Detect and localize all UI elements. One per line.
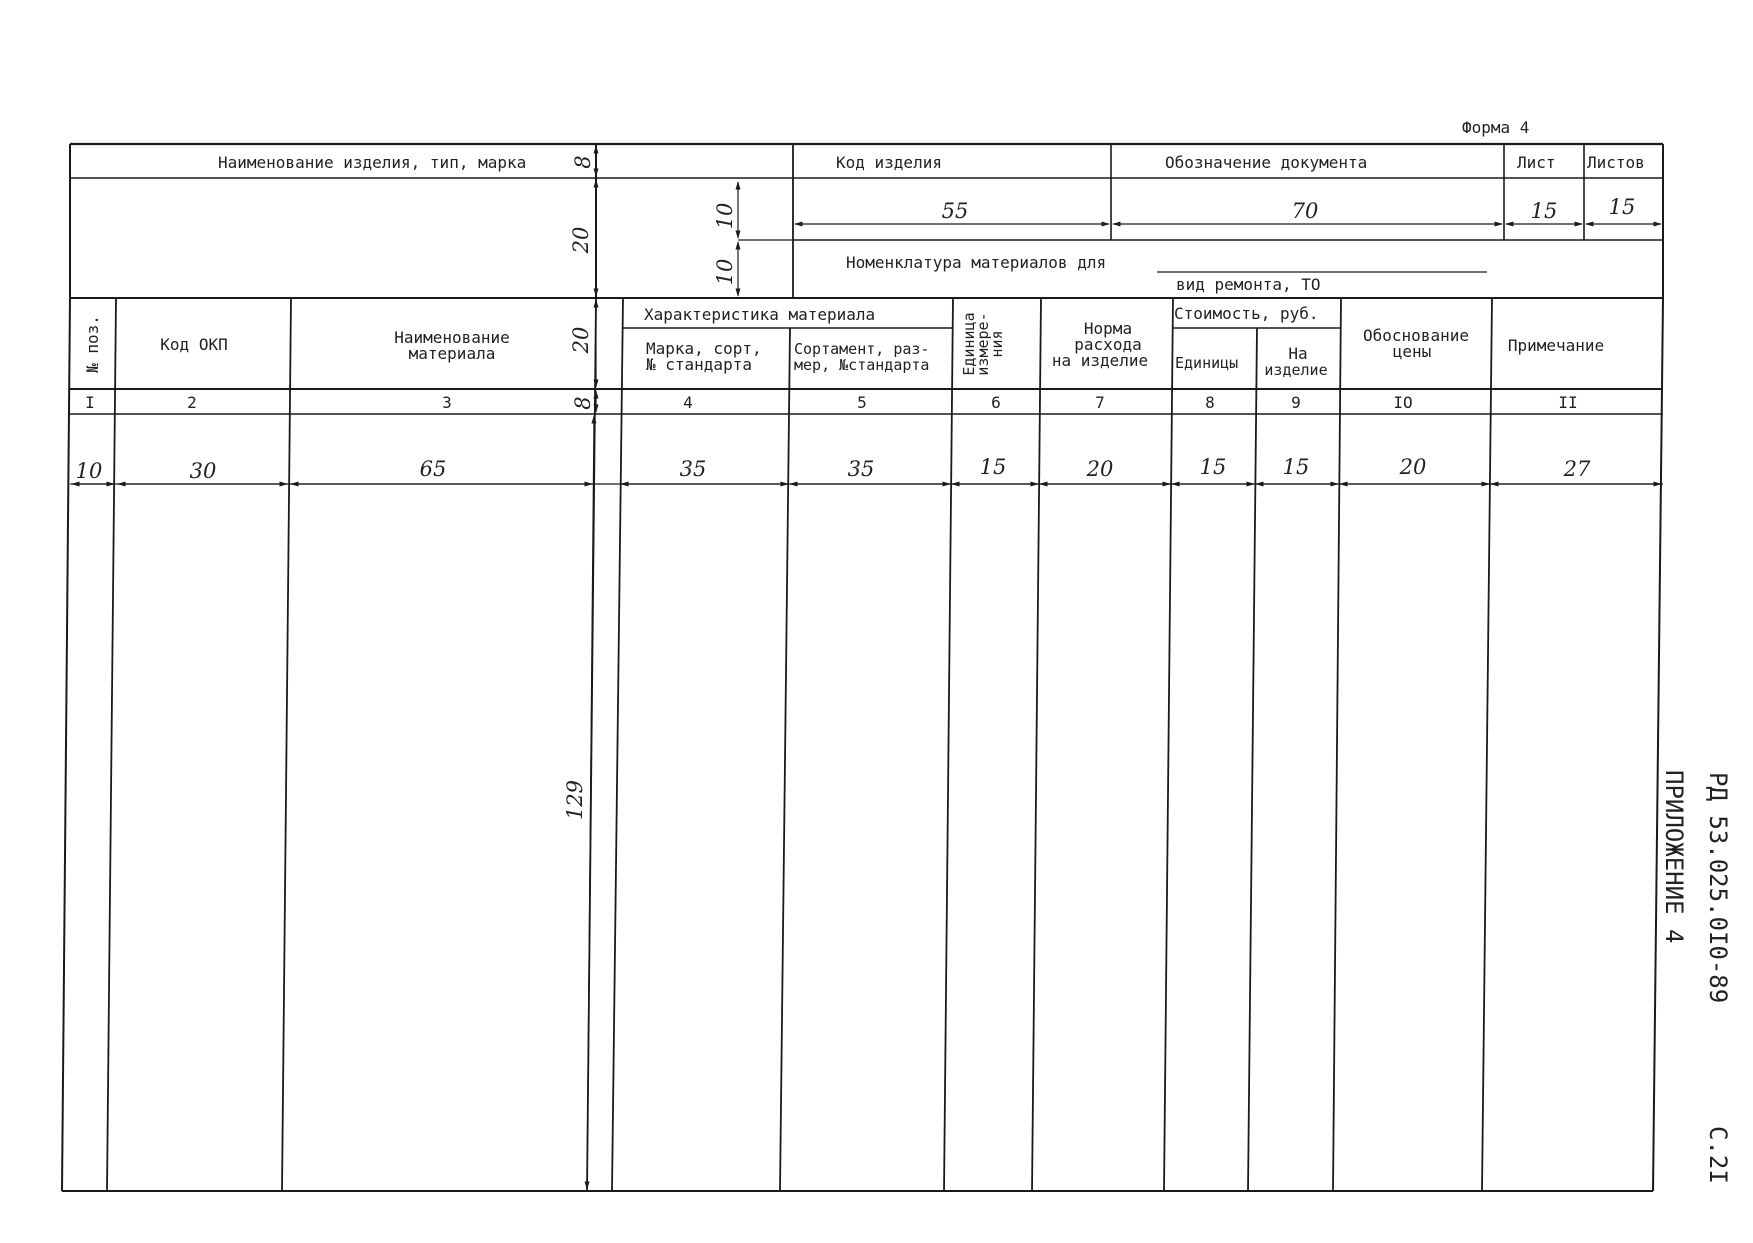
col-number: II (1558, 393, 1578, 412)
col-header-char-group: Характеристика материала (644, 305, 876, 324)
page-number: С.2I (1704, 1126, 1732, 1184)
dim-header-15a: 15 (1530, 199, 1558, 223)
dim-h-20b: 20 (569, 326, 593, 354)
col-header-cost-group: Стоимость, руб. (1174, 304, 1319, 323)
col-header-cost-item-l1: На (1288, 344, 1308, 363)
col-header-pos: № поз. (83, 315, 102, 373)
col-number: 9 (1291, 393, 1301, 412)
height-dimension-lines (587, 146, 596, 1189)
col-header-norm-l2: расхода (1074, 335, 1142, 354)
col-number: 2 (187, 393, 197, 412)
nomenclature-label: Номенклатура материалов для (846, 253, 1107, 272)
dim-header-55: 55 (941, 199, 969, 223)
dim-w-col5: 35 (847, 457, 875, 481)
col-header-name-l2: материала (408, 344, 496, 363)
col-number: IO (1393, 393, 1413, 412)
dim-h-129: 129 (563, 779, 587, 821)
col-header-cost-unit: Единицы (1175, 354, 1239, 372)
col-number: 7 (1095, 393, 1105, 412)
doc-designation-label: Обозначение документа (1165, 153, 1368, 172)
col-number: 6 (991, 393, 1001, 412)
dim-w-col9: 15 (1282, 455, 1310, 479)
dim-w-col10: 20 (1399, 455, 1427, 479)
column-numbers-row (85, 393, 1577, 412)
col-header-price-l2: цены (1392, 342, 1432, 361)
document-code: РД 53.025.0I0-89 (1704, 772, 1732, 1004)
col-header-assort-l2: мер, №стандарта (794, 356, 930, 374)
dim-w-col6: 15 (979, 455, 1007, 479)
col-number: 3 (442, 393, 452, 412)
col-header-note: Примечание (1507, 336, 1605, 355)
dim-w-col8: 15 (1199, 455, 1227, 479)
col-number: I (85, 393, 95, 412)
col-header-unit-l2: измере- (974, 312, 992, 376)
product-code-label: Код изделия (836, 153, 942, 172)
col-header-unit-l3: ния (988, 330, 1006, 358)
dim-h-20a: 20 (569, 226, 593, 254)
dim-w-col11: 27 (1563, 457, 1591, 481)
col-header-price-l1: Обоснование (1363, 326, 1469, 345)
col-header-assort-l1: Сортамент, раз- (794, 340, 930, 358)
col-header-brand-l2: № стандарта (646, 355, 752, 374)
sheet-label: Лист (1517, 153, 1556, 172)
col-header-okp: Код ОКП (160, 335, 228, 354)
col-number: 4 (683, 393, 693, 412)
dim-w-col4: 35 (679, 457, 707, 481)
col-header-norm-l1: Норма (1083, 319, 1133, 338)
table-grid (62, 298, 1663, 1191)
col-header-name-l1: Наименование (394, 328, 510, 347)
dim-h-10b: 10 (713, 258, 737, 286)
form-label: Форма 4 (1462, 118, 1530, 137)
dim-w-col7: 20 (1086, 457, 1114, 481)
dim-w-col2: 30 (189, 459, 217, 483)
col-header-cost-item-l2: изделие (1264, 361, 1328, 379)
product-name-label: Наименование изделия, тип, марка (218, 153, 527, 172)
repair-type-label: вид ремонта, ТО (1176, 275, 1321, 294)
dim-h-10a: 10 (713, 202, 737, 230)
col-header-brand-l1: Марка, сорт, (646, 339, 762, 358)
sheets-label: Листов (1587, 153, 1645, 172)
dim-w-col1: 10 (75, 459, 103, 483)
dim-h-8b: 8 (571, 396, 595, 410)
appendix-label: ПРИЛОЖЕНИЕ 4 (1660, 770, 1688, 944)
dim-h-8a: 8 (571, 155, 595, 169)
dim-header-15b: 15 (1608, 195, 1636, 219)
col-header-unit-l1: Единица (960, 312, 978, 376)
col-number: 8 (1205, 393, 1215, 412)
col-number: 5 (857, 393, 867, 412)
dim-w-col3: 65 (419, 457, 447, 481)
col-header-norm-l3: на изделие (1051, 351, 1149, 370)
dim-header-70: 70 (1291, 199, 1319, 223)
